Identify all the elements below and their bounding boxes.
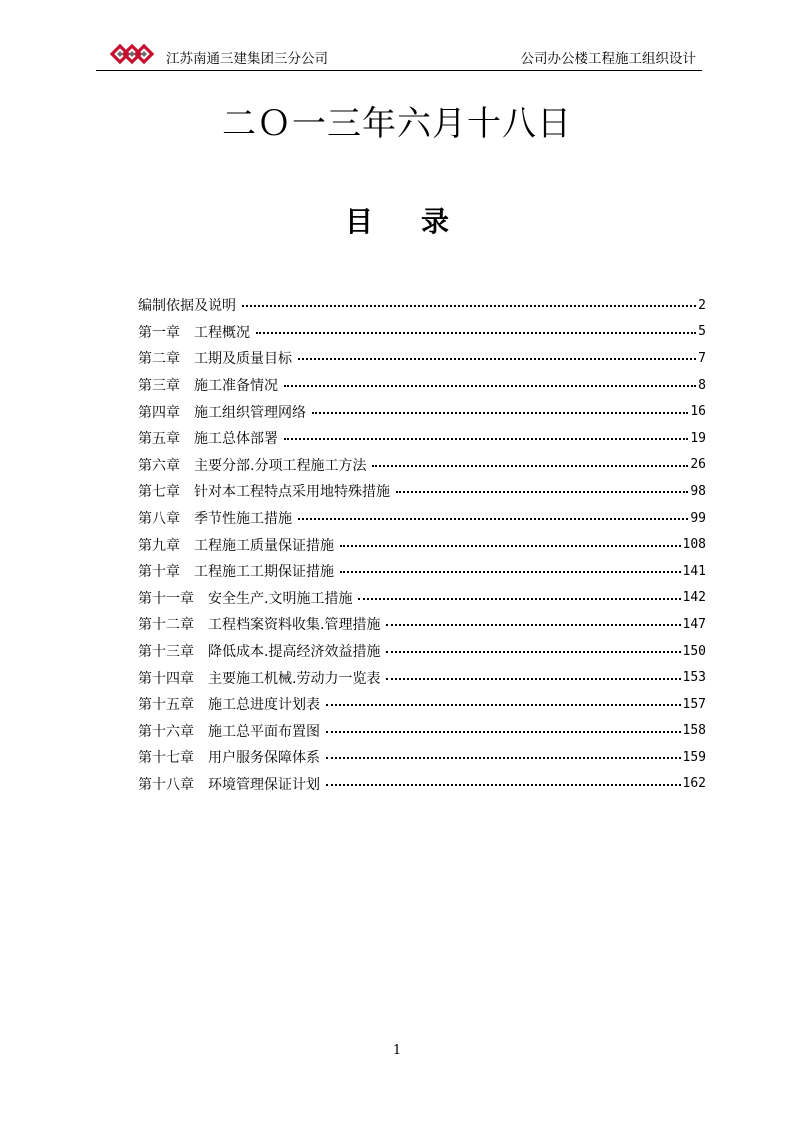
toc-entry-page: 8 [698, 377, 706, 393]
toc-entry [138, 744, 706, 771]
toc-entry [138, 452, 706, 479]
page-header [96, 40, 702, 71]
toc-entry [138, 478, 706, 505]
toc-entry [138, 691, 706, 718]
toc-entry-label: 第十五章 施工总进度计划表 [138, 697, 320, 714]
toc-entry-label: 第四章 施工组织管理网络 [138, 404, 306, 421]
toc-entry [138, 638, 706, 665]
toc-entry [138, 664, 706, 691]
toc-entry-page: 147 [682, 616, 706, 632]
toc-entry [138, 505, 706, 532]
toc-entry [138, 425, 706, 452]
table-of-contents [138, 292, 706, 797]
toc-entry [138, 398, 706, 425]
toc-heading [0, 200, 794, 240]
document-date: 二Ｏ一三年六月十八日 [222, 104, 572, 144]
toc-leader-dots [298, 358, 696, 360]
toc-leader-dots [326, 704, 681, 706]
toc-entry-label: 第十六章 施工总平面布置图 [138, 723, 320, 740]
toc-entry-label: 第十章 工程施工工期保证措施 [138, 564, 334, 581]
toc-leader-dots [358, 598, 680, 600]
toc-entry-label: 第十三章 降低成本.提高经济效益措施 [138, 644, 381, 661]
toc-entry-page: 108 [682, 537, 706, 553]
toc-entry-label: 第一章 工程概况 [138, 324, 250, 341]
toc-leader-dots [256, 332, 696, 334]
toc-entry [138, 718, 706, 745]
toc-leader-dots [340, 545, 681, 547]
toc-leader-dots [372, 465, 688, 467]
toc-entry-label: 第八章 季节性施工措施 [138, 511, 292, 528]
toc-entry-page: 26 [690, 457, 706, 473]
toc-leader-dots [284, 438, 688, 440]
toc-entry-label: 第十二章 工程档案资料收集.管理措施 [138, 617, 381, 634]
toc-leader-dots [242, 305, 696, 307]
toc-entry-page: 7 [698, 350, 706, 366]
toc-entry-page: 99 [690, 510, 706, 526]
toc-entry-page: 153 [682, 670, 706, 686]
toc-entry [138, 611, 706, 638]
company-logo-icon [110, 40, 158, 68]
toc-entry-label: 第三章 施工准备情况 [138, 378, 278, 395]
toc-entry [138, 531, 706, 558]
toc-entry-label: 编制依据及说明 [138, 298, 236, 315]
toc-entry-label: 第十八章 环境管理保证计划 [138, 776, 320, 793]
toc-entry [138, 345, 706, 372]
toc-entry [138, 292, 706, 319]
toc-entry-page: 16 [690, 404, 706, 420]
toc-leader-dots [312, 412, 688, 414]
toc-entry-label: 第二章 工期及质量目标 [138, 351, 292, 368]
toc-entry-page: 19 [690, 430, 706, 446]
toc-leader-dots [298, 518, 688, 520]
toc-leader-dots [326, 757, 681, 759]
toc-entry-page: 2 [698, 297, 706, 313]
project-name: 公司办公楼工程施工组织设计 [520, 51, 696, 67]
toc-leader-dots [396, 491, 688, 493]
toc-leader-dots [326, 784, 681, 786]
toc-entry-page: 150 [682, 643, 706, 659]
toc-entry-label: 第五章 施工总体部署 [138, 431, 278, 448]
toc-entry-page: 158 [682, 723, 706, 739]
toc-entry-page: 157 [682, 696, 706, 712]
toc-leader-dots [340, 571, 681, 573]
toc-entry-label: 第九章 工程施工质量保证措施 [138, 537, 334, 554]
toc-entry-label: 第十七章 用户服务保障体系 [138, 750, 320, 767]
toc-entry-label: 第六章 主要分部.分项工程施工方法 [138, 457, 367, 474]
toc-entry-label: 第七章 针对本工程特点采用地特殊措施 [138, 484, 390, 501]
toc-leader-dots [326, 731, 681, 733]
toc-entry-page: 162 [682, 776, 706, 792]
toc-leader-dots [386, 678, 680, 680]
toc-entry-page: 159 [682, 749, 706, 765]
toc-leader-dots [386, 624, 680, 626]
toc-entry-page: 5 [698, 324, 706, 340]
toc-heading-char-1: 目 [344, 205, 373, 238]
toc-entry-label: 第十四章 主要施工机械.劳动力一览表 [138, 670, 381, 687]
toc-entry-label: 第十一章 安全生产.文明施工措施 [138, 590, 353, 607]
page-number: 1 [392, 1043, 402, 1058]
company-name: 江苏南通三建集团三分公司 [166, 51, 328, 67]
toc-entry-page: 141 [682, 563, 706, 579]
toc-heading-char-2: 录 [421, 205, 450, 238]
toc-entry [138, 558, 706, 585]
toc-entry [138, 319, 706, 346]
toc-entry-page: 142 [682, 590, 706, 606]
toc-entry [138, 771, 706, 798]
toc-entry [138, 585, 706, 612]
toc-entry [138, 372, 706, 399]
toc-leader-dots [386, 651, 680, 653]
toc-entry-page: 98 [690, 483, 706, 499]
toc-leader-dots [284, 385, 696, 387]
